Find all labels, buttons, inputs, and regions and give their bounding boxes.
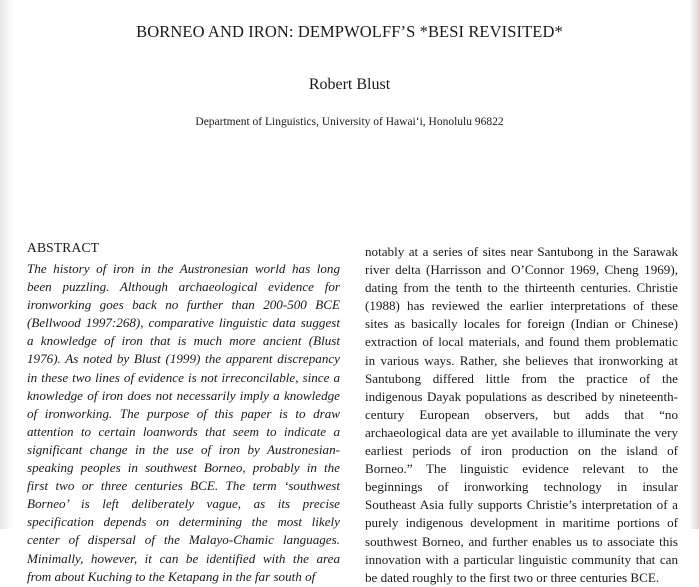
abstract-line: The history of iron in the Austronesian world has long bbox=[27, 261, 340, 276]
body-line: be dated roughly to the first two or three centuries BCE. bbox=[365, 569, 660, 585]
abstract-line: in these two lines of evidence is not irreconcilable, since a bbox=[27, 369, 340, 385]
body-line: indigenous Dayak populations as described by nineteenth- bbox=[365, 388, 678, 404]
abstract-heading: ABSTRACT bbox=[27, 240, 100, 255]
abstract-line: specification depends on determining the most likely bbox=[27, 514, 340, 530]
body-line: southwest Borneo, and further enables us to associate this bbox=[365, 533, 678, 549]
abstract-line: been puzzling. Although archaeological evidence for bbox=[27, 279, 340, 295]
body-line: century European observers, but adds that “no bbox=[365, 406, 678, 422]
body-line: notably at a series of sites near Santubong in the Sarawak bbox=[365, 244, 678, 259]
abstract-line: significant change in the use of iron by Austronesian- bbox=[27, 441, 340, 457]
body-line: Borneo.” The linguistic evidence relevant to the bbox=[365, 461, 678, 477]
body-line: beginnings of ironworking technology in insular bbox=[365, 479, 678, 495]
body-line: river delta (Harrisson and O’Connor 1969, Cheng 1969), bbox=[365, 262, 678, 278]
body-line: dating from the tenth to the thirteenth centuries. Christie bbox=[365, 280, 678, 296]
abstract-line: Minimally, however, it can be identified with the area bbox=[27, 550, 340, 566]
abstract-line: center of dispersal of the Malayo-Chamic languages. bbox=[27, 532, 340, 548]
body-line: in various ways. Rather, she believes that ironworking at bbox=[365, 352, 678, 368]
body-line: sites as basically locales for foreign (Indian or Chinese) bbox=[365, 316, 678, 332]
body-line: innovation with a particular linguistic community that can bbox=[365, 551, 678, 567]
body-line: Santubong differed little from the practice of the bbox=[365, 370, 678, 386]
abstract-line: attention to certain loanwords that seem to indicate a bbox=[27, 423, 340, 439]
abstract-line: 1976). As noted by Blust (1999) the apparent discrepancy bbox=[27, 351, 340, 367]
abstract-line: speaking peoples in southwest Borneo, probably in the bbox=[27, 460, 340, 476]
abstract-line: from about Kuching to the Ketapang in the far south of bbox=[27, 568, 316, 584]
body-line: earliest periods of iron production on the island of bbox=[365, 443, 678, 459]
body-line: archaeological data are yet available to illuminate the very bbox=[365, 424, 678, 440]
body-text-column bbox=[365, 243, 678, 587]
abstract-line: knowledge of iron does not necessarily imply a knowledge bbox=[27, 387, 340, 403]
author-affiliation: Department of Linguistics, University of Hawai‘i, Honolulu 96822 bbox=[195, 116, 504, 128]
paper-author: Robert Blust bbox=[308, 76, 391, 93]
paper-title: BORNEO AND IRON: DEMPWOLFF’S *BESI REVISITED* bbox=[136, 22, 563, 41]
abstract-line: first two or three centuries BCE. The term ‘southwest bbox=[27, 478, 340, 494]
body-line: Southeast Asia fully supports Christie’s interpretation of a bbox=[365, 497, 678, 513]
body-line: extraction of local materials, and found them problematic bbox=[365, 334, 678, 350]
abstract-line: Borneo’ is left deliberately vague, as its precise bbox=[27, 496, 340, 512]
abstract-line: (Bellwood 1997:268), comparative linguistic data suggest bbox=[27, 315, 340, 331]
abstract-line: ironworking goes back no further than 200-500 BCE bbox=[27, 297, 340, 313]
abstract-text-column bbox=[27, 260, 340, 586]
abstract-line: a knowledge of iron that is much more ancient (Blust bbox=[27, 333, 340, 349]
abstract-line: of ironworking. The purpose of this paper is to draw bbox=[27, 405, 340, 421]
body-line: purely indigenous development in maritime portions of bbox=[365, 515, 678, 531]
body-line: (1988) has reviewed the earlier interpretations of these bbox=[365, 298, 678, 314]
